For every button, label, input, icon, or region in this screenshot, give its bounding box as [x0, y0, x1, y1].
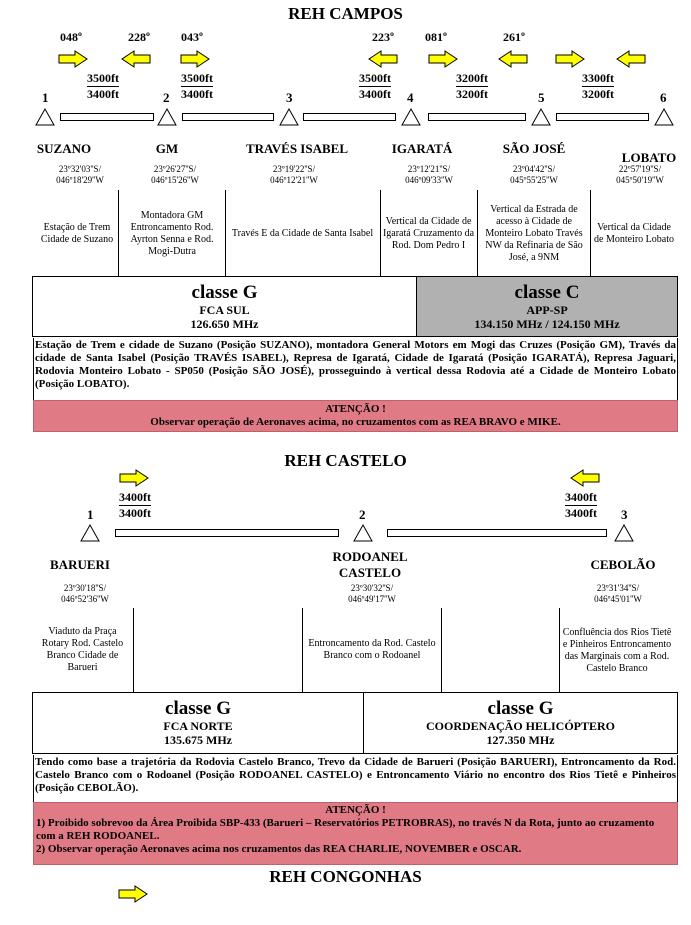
airspace-class-box — [32, 692, 364, 754]
position-description: Confluência dos Rios Tietê e Pinheiros Entroncamento das Marginais com a Rod. Castelo Branco — [562, 626, 672, 674]
latitude: 23º12'21''S/ — [407, 164, 451, 174]
altitude-min: 3400ft — [87, 87, 119, 101]
warning-title: ATENÇÃO ! — [325, 804, 386, 816]
arrow-right-icon — [118, 885, 148, 903]
warning-text: Observar operação de Aeronaves acima, no cruzamentos com as REA BRAVO e MIKE. — [150, 416, 561, 428]
coordinates — [125, 164, 225, 186]
coordinates — [322, 583, 422, 605]
arrow-left-icon — [616, 50, 646, 68]
longitude: 046º45'01''W — [594, 594, 642, 604]
altitude-max: 3400ft — [119, 490, 151, 504]
latitude: 23º26'27''S/ — [153, 164, 197, 174]
position-name: CEBOLÃO — [590, 557, 656, 572]
heading-label: 228º — [128, 30, 150, 44]
waypoint-triangle-icon — [401, 108, 421, 126]
atc-unit: APP-SP — [526, 303, 568, 317]
point-number: 1 — [42, 90, 49, 105]
latitude: 23º30'18''S/ — [63, 583, 107, 593]
airspace-class-box — [363, 692, 678, 754]
latitude: 23º19'22''S/ — [272, 164, 316, 174]
latitude: 22º57'19''S/ — [618, 164, 662, 174]
longitude: 046º15'26''W — [151, 175, 199, 185]
longitude: 045º50'19''W — [616, 175, 664, 185]
divider — [559, 608, 560, 693]
waypoint-triangle-icon — [614, 524, 634, 542]
altitude-block — [181, 71, 213, 102]
arrow-right-icon — [58, 50, 88, 68]
latitude: 23º32'03''S/ — [58, 164, 102, 174]
castelo-title: REH CASTELO — [284, 451, 407, 470]
divider — [302, 608, 303, 693]
route-segment — [303, 113, 396, 121]
position-description: Vertical da Cidade de Igaratá Cruzamento da Rod. Dom Pedro I — [382, 216, 475, 251]
point-number: 3 — [286, 90, 293, 105]
altitude-max: 3500ft — [359, 71, 391, 85]
position-description: Entroncamento da Rod. Castelo Branco com o Rodoanel — [308, 638, 436, 661]
longitude: 046º49'17''W — [348, 594, 396, 604]
congonhas-title: REH CONGONHAS — [269, 867, 422, 886]
airspace-class: classe C — [514, 282, 580, 303]
position-description: Través E da Cidade de Santa Isabel — [231, 228, 374, 239]
campos-title: REH CAMPOS — [288, 4, 403, 23]
altitude-max: 3200ft — [456, 71, 488, 85]
coordinates — [244, 164, 344, 186]
waypoint-triangle-icon — [531, 108, 551, 126]
divider — [590, 190, 591, 276]
position-description: Viaduto da Praça Rotary Rod. Castelo Branco Cidade de Barueri — [41, 626, 124, 673]
altitude-min: 3200ft — [582, 87, 614, 101]
route-segment — [556, 113, 649, 121]
altitude-block — [359, 71, 391, 102]
airspace-class-box — [416, 276, 678, 337]
divider — [477, 190, 478, 276]
position-name: TRAVÉS ISABEL — [245, 141, 348, 156]
warning-box — [33, 802, 678, 865]
route-segment — [115, 529, 339, 537]
coordinates — [590, 164, 690, 186]
warning-text: 1) Proibido sobrevoo da Área Proibida SBP-433 (Barueri – Reservatórios PETROBRAS), no través N da Rota, junto ao cruzamento com a REH RODOANEL. — [36, 817, 655, 842]
position-description: Estação de Trem Cidade de Suzano — [40, 222, 114, 245]
position-description: Vertical da Estrada de acesso à Cidade de Monteiro Lobato Través NW da Refinaria de São José, a 9NM — [485, 204, 583, 263]
warning-text: 2) Observar operação Aeronaves acima nos cruzamentos das REA CHARLIE, NOVEMBER e OSCAR. — [36, 843, 522, 855]
frequency: 126.650 MHz — [190, 317, 259, 331]
arrow-left-icon — [570, 469, 600, 487]
longitude: 046º12'21''W — [270, 175, 318, 185]
altitude-block — [565, 490, 597, 521]
divider — [441, 608, 442, 693]
arrow-left-icon — [121, 50, 151, 68]
route-segment — [428, 113, 526, 121]
divider — [118, 190, 119, 276]
longitude: 045º55'25''W — [510, 175, 558, 185]
waypoint-triangle-icon — [353, 524, 373, 542]
position-name: IGARATÁ — [391, 141, 453, 156]
route-segment — [60, 113, 154, 121]
coordinates — [568, 583, 668, 605]
coordinates — [484, 164, 584, 186]
heading-label: 043º — [181, 30, 203, 44]
atc-unit: FCA NORTE — [163, 719, 233, 733]
altitude-max: 3500ft — [87, 71, 119, 85]
arrow-left-icon — [498, 50, 528, 68]
airspace-class: classe G — [165, 698, 231, 719]
latitude: 23º31'34''S/ — [596, 583, 640, 593]
atc-unit: FCA SUL — [199, 303, 250, 317]
position-name: BARUERI — [50, 557, 110, 572]
heading-label: 081º — [425, 30, 447, 44]
heading-label: 261º — [503, 30, 525, 44]
point-number: 2 — [163, 90, 170, 105]
position-name: SÃO JOSÉ — [502, 141, 566, 156]
waypoint-triangle-icon — [279, 108, 299, 126]
waypoint-triangle-icon — [157, 108, 177, 126]
waypoint-triangle-icon — [80, 524, 100, 542]
altitude-min: 3400ft — [565, 506, 597, 520]
longitude: 046º52'36''W — [61, 594, 109, 604]
heading-label: 048º — [60, 30, 82, 44]
altitude-block — [456, 71, 488, 102]
position-name: GM — [155, 141, 179, 156]
frequency: 135.675 MHz — [164, 733, 232, 747]
coordinates — [35, 583, 135, 605]
point-number: 2 — [359, 507, 366, 522]
frequency: 127.350 MHz — [486, 733, 555, 747]
altitude-max: 3300ft — [582, 71, 614, 85]
route-segment — [387, 529, 607, 537]
coordinates — [30, 164, 130, 186]
longitude: 046º18'29''W — [56, 175, 104, 185]
arrow-left-icon — [368, 50, 398, 68]
divider — [225, 190, 226, 276]
frequency: 134.150 MHz / 124.150 MHz — [474, 317, 620, 331]
altitude-block — [87, 71, 119, 102]
heading-label: 223º — [372, 30, 394, 44]
latitude: 23º30'32''S/ — [350, 583, 394, 593]
altitude-block — [582, 71, 614, 102]
airspace-class: classe G — [487, 698, 554, 719]
position-name: SUZANO — [36, 141, 92, 156]
route-description: Tendo como base a trajetória da Rodovia Castelo Branco, Trevo da Cidade de Barueri (Posição BARUERI), Entroncamento da Rod. Castelo Branco com o Rodoanel (Posição RODOANEL CASTELO) e Entroncamento Viário no encontro dos Rios Tietê e Pinheiros (Posição CEBOLÃO). — [33, 755, 678, 802]
divider — [133, 608, 134, 693]
arrow-right-icon — [555, 50, 585, 68]
route-description: Estação de Trem e cidade de Suzano (Posição SUZANO), montadora General Motors em Mogi das Cruzes (Posição GM), Través da cidade de Santa Isabel (Posição TRAVÉS ISABEL), Represa de Igaratá, Cidade de Igaratá (Posição IGARATÁ), Represa Jaguari, Rodovia Monteiro Lobato - SP050 (Posição SÃO JOSÉ), prosseguindo à vertical dessa Rodovia até a Cidade de Monteiro Lobato (Posição LOBATO). — [33, 338, 678, 400]
position-description: Montadora GM Entroncamento Rod. Ayrton Senna e Rod. Mogi-Dutra — [130, 210, 214, 257]
altitude-max: 3500ft — [181, 71, 213, 85]
waypoint-triangle-icon — [35, 108, 55, 126]
point-number: 3 — [621, 507, 628, 522]
altitude-min: 3400ft — [181, 87, 213, 101]
arrow-right-icon — [180, 50, 210, 68]
position-name: LOBATO — [621, 150, 677, 165]
position-description: Vertical da Cidade de Monteiro Lobato — [594, 222, 674, 245]
altitude-min: 3200ft — [456, 87, 488, 101]
warning-box — [33, 400, 678, 432]
arrow-right-icon — [119, 469, 149, 487]
arrow-right-icon — [428, 50, 458, 68]
point-number: 6 — [660, 90, 667, 105]
waypoint-triangle-icon — [654, 108, 674, 126]
atc-unit: COORDENAÇÃO HELICÓPTERO — [425, 719, 616, 733]
altitude-min: 3400ft — [359, 87, 391, 101]
altitude-min: 3400ft — [119, 506, 151, 520]
airspace-class: classe G — [191, 282, 258, 303]
altitude-max: 3400ft — [565, 490, 597, 504]
longitude: 046º09'33''W — [405, 175, 453, 185]
point-number: 1 — [87, 507, 94, 522]
latitude: 23º04'42''S/ — [512, 164, 556, 174]
point-number: 5 — [538, 90, 545, 105]
position-name: RODOANEL CASTELO — [332, 549, 408, 580]
warning-title: ATENÇÃO ! — [325, 403, 386, 415]
altitude-block — [119, 490, 151, 521]
point-number: 4 — [407, 90, 414, 105]
route-segment — [182, 113, 274, 121]
coordinates — [379, 164, 479, 186]
airspace-class-box — [32, 276, 417, 337]
